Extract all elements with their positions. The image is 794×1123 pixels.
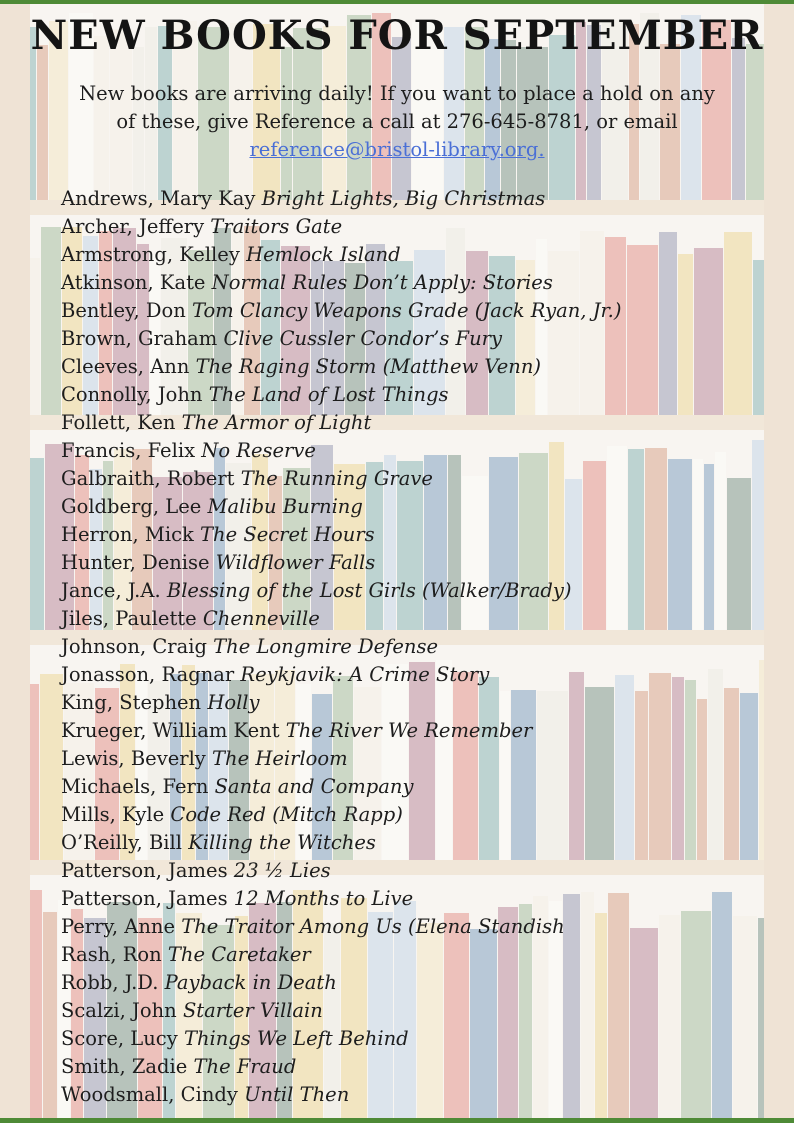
- book-title: Normal Rules Don’t Apply: Stories: [211, 271, 553, 294]
- book-author: Galbraith, Robert: [61, 467, 235, 490]
- book-author: Smith, Zadie: [61, 1055, 188, 1078]
- book-entry: [61, 1053, 622, 1081]
- book-title: Traitors Gate: [210, 215, 343, 238]
- book-entry: [61, 381, 622, 409]
- book-title: Clive Cussler Condor’s Fury: [223, 327, 502, 350]
- book-entry: [61, 577, 622, 605]
- book-entry: [61, 269, 622, 297]
- book-entry: [61, 745, 622, 773]
- email-link[interactable]: reference@bristol-library.org.: [249, 138, 545, 161]
- book-title: Bright Lights, Big Christmas: [261, 187, 546, 210]
- book-entry: [61, 549, 622, 577]
- book-author: Connolly, John: [61, 383, 203, 406]
- book-title: The River We Remember: [285, 719, 533, 742]
- book-author: Robb, J.D.: [61, 971, 159, 994]
- intro-text: New books are arriving daily! If you want to place a hold on any of these, give Reference a call at 276-645-8781, or email: [79, 82, 715, 133]
- book-entry: [61, 297, 622, 325]
- book-entry: [61, 213, 622, 241]
- book-list: [61, 185, 622, 1109]
- book-entry: [61, 857, 622, 885]
- book-title: Holly: [207, 691, 260, 714]
- book-author: Andrews, Mary Kay: [61, 187, 256, 210]
- book-title: Wildflower Falls: [215, 551, 376, 574]
- book-author: O’Reilly, Bill: [61, 831, 182, 854]
- book-author: Follett, Ken: [61, 411, 176, 434]
- book-author: Jonasson, Ragnar: [61, 663, 235, 686]
- book-author: Patterson, James: [61, 859, 228, 882]
- book-entry: [61, 829, 622, 857]
- book-author: Archer, Jeffery: [61, 215, 205, 238]
- book-author: Score, Lucy: [61, 1027, 178, 1050]
- book-entry: [61, 353, 622, 381]
- book-author: Bentley, Don: [61, 299, 186, 322]
- book-title: Code Red (Mitch Rapp): [170, 803, 403, 826]
- book-entry: [61, 801, 622, 829]
- book-title: Tom Clancy Weapons Grade (Jack Ryan, Jr.): [192, 299, 622, 322]
- book-title: The Raging Storm (Matthew Venn): [195, 355, 541, 378]
- book-entry: [61, 633, 622, 661]
- book-entry: [61, 493, 622, 521]
- book-title: Chenneville: [202, 607, 320, 630]
- book-entry: [61, 241, 622, 269]
- book-entry: [61, 717, 622, 745]
- book-title: The Land of Lost Things: [208, 383, 449, 406]
- book-author: Atkinson, Kate: [61, 271, 206, 294]
- book-title: Things We Left Behind: [183, 1027, 409, 1050]
- book-author: Jiles, Paulette: [61, 607, 197, 630]
- book-entry: [61, 997, 622, 1025]
- page-title: NEW BOOKS FOR SEPTEMBER: [30, 12, 764, 59]
- book-title: Santa and Company: [214, 775, 414, 798]
- book-author: Rash, Ron: [61, 943, 162, 966]
- book-title: The Secret Hours: [200, 523, 375, 546]
- book-entry: [61, 1081, 622, 1109]
- book-author: Scalzi, John: [61, 999, 177, 1022]
- book-entry: [61, 969, 622, 997]
- book-author: Lewis, Beverly: [61, 747, 206, 770]
- book-title: Starter Villain: [182, 999, 323, 1022]
- book-author: Herron, Mick: [61, 523, 194, 546]
- book-entry: [61, 521, 622, 549]
- book-entry: [61, 325, 622, 353]
- book-title: The Armor of Light: [181, 411, 372, 434]
- book-entry: [61, 913, 622, 941]
- book-author: Krueger, William Kent: [61, 719, 280, 742]
- book-entry: [61, 1025, 622, 1053]
- book-author: Woodsmall, Cindy: [61, 1083, 238, 1106]
- book-entry: [61, 773, 622, 801]
- book-entry: [61, 885, 622, 913]
- book-author: King, Stephen: [61, 691, 202, 714]
- book-title: Until Then: [244, 1083, 350, 1106]
- book-title: Reykjavik: A Crime Story: [240, 663, 490, 686]
- intro-paragraph: [70, 80, 724, 164]
- book-author: Patterson, James: [61, 887, 228, 910]
- book-author: Johnson, Craig: [61, 635, 207, 658]
- book-author: Perry, Anne: [61, 915, 175, 938]
- book-title: The Traitor Among Us (Elena Standish: [181, 915, 565, 938]
- book-entry: [61, 689, 622, 717]
- book-entry: [61, 437, 622, 465]
- book-title: The Heirloom: [212, 747, 348, 770]
- book-author: Michaels, Fern: [61, 775, 209, 798]
- book-title: The Running Grave: [240, 467, 433, 490]
- book-title: The Fraud: [193, 1055, 297, 1078]
- book-author: Brown, Graham: [61, 327, 218, 350]
- book-entry: [61, 409, 622, 437]
- book-title: No Reserve: [201, 439, 316, 462]
- book-title: The Caretaker: [167, 943, 311, 966]
- book-title: 23 ½ Lies: [233, 859, 331, 882]
- book-author: Cleeves, Ann: [61, 355, 190, 378]
- book-author: Mills, Kyle: [61, 803, 165, 826]
- book-author: Hunter, Denise: [61, 551, 210, 574]
- book-title: Payback in Death: [164, 971, 337, 994]
- book-title: Hemlock Island: [246, 243, 401, 266]
- book-entry: [61, 605, 622, 633]
- book-title: Malibu Burning: [207, 495, 363, 518]
- book-entry: [61, 941, 622, 969]
- book-author: Jance, J.A.: [61, 579, 161, 602]
- book-entry: [61, 185, 622, 213]
- book-author: Armstrong, Kelley: [61, 243, 240, 266]
- book-title: The Longmire Defense: [213, 635, 439, 658]
- book-entry: [61, 661, 622, 689]
- book-author: Francis, Felix: [61, 439, 196, 462]
- book-title: Blessing of the Lost Girls (Walker/Brady): [166, 579, 572, 602]
- book-title: Killing the Witches: [188, 831, 376, 854]
- book-entry: [61, 465, 622, 493]
- book-author: Goldberg, Lee: [61, 495, 202, 518]
- book-title: 12 Months to Live: [233, 887, 414, 910]
